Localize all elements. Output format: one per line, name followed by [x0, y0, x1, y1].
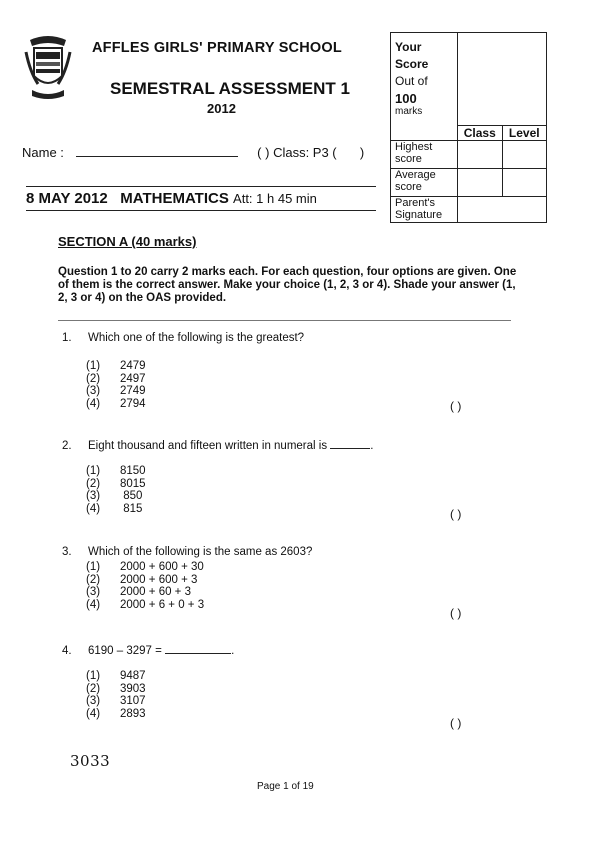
instructions: Question 1 to 20 carry 2 marks each. For each question, four options are given. One of them is the correct answer. Make your choice (1, 2, 3 or 4). Shade your answer (1, 2, 3 or 4) on the OAS provided.: [58, 266, 517, 304]
answer-bracket-q3[interactable]: ( ): [450, 606, 462, 620]
option[interactable]: (3) 2000 + 60 + 3: [86, 586, 191, 598]
average-level-field[interactable]: [502, 169, 547, 197]
option[interactable]: (4) 2794: [86, 397, 146, 410]
section-title: SECTION A (40 marks): [58, 234, 197, 249]
level-col-header: Level: [502, 126, 547, 141]
option[interactable]: (2) 2000 + 600 + 3: [86, 573, 198, 586]
divider: [26, 210, 376, 211]
option[interactable]: (2) 8015: [86, 477, 146, 490]
class-close: ): [359, 145, 365, 160]
question-1: 1. Which one of the following is the greatest?: [62, 332, 305, 344]
subject: MATHEMATICS: [120, 190, 229, 207]
highest-level-field[interactable]: [502, 141, 547, 169]
options-q3: [86, 561, 204, 611]
question-3: 3. Which of the following is the same as 2603?: [62, 546, 313, 558]
assessment-year: 2012: [207, 101, 236, 116]
question-text: Which of the following is the same as 2603?: [88, 546, 313, 558]
highest-class-field[interactable]: [458, 141, 503, 169]
name-label: Name :: [22, 145, 64, 160]
score-field[interactable]: [458, 33, 547, 126]
parent-signature-label: Parent's Signature: [391, 197, 458, 223]
time-allowed: Att: 1 h 45 min: [233, 191, 317, 206]
handwritten-note: 3033: [70, 752, 111, 770]
option[interactable]: (4) 2000 + 6 + 0 + 3: [86, 598, 205, 611]
option[interactable]: (1) 8150: [86, 465, 146, 477]
page-number: Page 1 of 19: [257, 781, 314, 792]
class-label: Class: P3 (: [273, 145, 337, 160]
option[interactable]: (2) 2497: [86, 372, 146, 385]
option[interactable]: (1) 9487: [86, 670, 146, 682]
question-4: 4. 6190 – 3297 = .: [62, 645, 235, 657]
option[interactable]: (4) 2893: [86, 707, 146, 720]
question-text: Eight thousand and fifteen written in numeral is: [88, 440, 328, 452]
divider: [58, 320, 511, 321]
highest-score-label: Highest score: [391, 141, 458, 169]
date-subject-row: [26, 190, 317, 207]
answer-blank: [330, 438, 370, 449]
your-score-label: Your Score Out of 100 marks: [391, 33, 458, 141]
option[interactable]: (3) 850: [86, 490, 143, 502]
option[interactable]: (1) 2479: [86, 360, 146, 372]
parent-signature-field[interactable]: [458, 197, 547, 223]
option[interactable]: (4) 815: [86, 502, 143, 515]
answer-blank: [165, 643, 231, 654]
school-crest-logo: [24, 32, 72, 102]
answer-bracket-q2[interactable]: ( ): [450, 507, 462, 521]
average-class-field[interactable]: [458, 169, 503, 197]
divider: [26, 186, 376, 187]
class-col-header: Class: [458, 126, 503, 141]
name-field[interactable]: [76, 144, 238, 157]
average-score-label: Average score: [391, 169, 458, 197]
answer-bracket-q4[interactable]: ( ): [450, 716, 462, 730]
question-2: 2. Eight thousand and fifteen written in numeral is .: [62, 440, 374, 452]
school-name: AFFLES GIRLS' PRIMARY SCHOOL: [92, 40, 342, 56]
question-text: 6190 – 3297 =: [88, 645, 162, 657]
option[interactable]: (3) 2749: [86, 385, 146, 397]
options-q1: [86, 360, 146, 410]
options-q4: [86, 670, 146, 720]
name-class-row: [22, 144, 364, 160]
option[interactable]: (3) 3107: [86, 695, 146, 707]
answer-bracket-q1[interactable]: ( ): [450, 399, 462, 413]
register-bracket: ( ): [257, 145, 270, 160]
exam-date: 8 MAY 2012: [26, 190, 108, 207]
assessment-title: SEMESTRAL ASSESSMENT 1: [110, 79, 350, 98]
options-q2: [86, 465, 146, 515]
score-box: [390, 32, 547, 223]
option[interactable]: (2) 3903: [86, 682, 146, 695]
option[interactable]: (1) 2000 + 600 + 30: [86, 561, 204, 573]
question-text: Which one of the following is the greatest?: [88, 332, 305, 344]
